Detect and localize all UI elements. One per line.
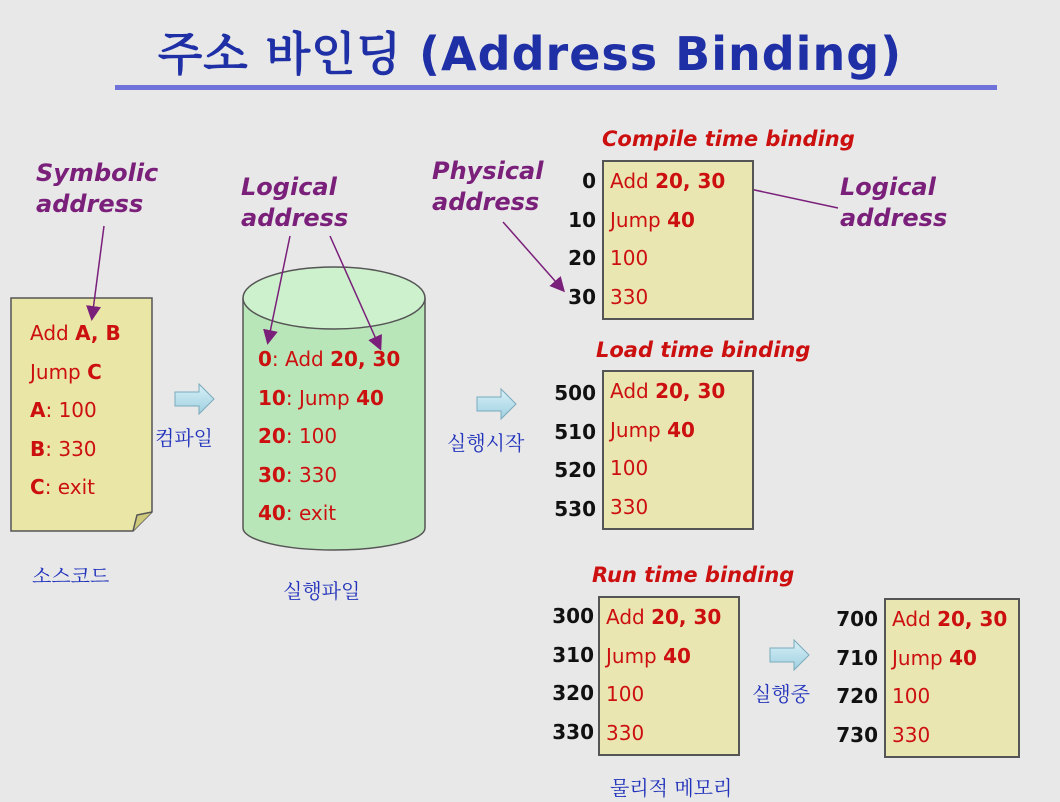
symbolic-address-label: Symbolic address — [36, 159, 159, 218]
memory-address: 500 — [554, 381, 596, 405]
memory-address: 10 — [568, 207, 596, 232]
run-time-addresses-after — [822, 600, 878, 754]
memory-row: Add 20, 30 — [610, 169, 726, 193]
memory-address: 710 — [836, 645, 878, 670]
source-code-line: B: 330 — [30, 436, 97, 461]
memory-address: 510 — [554, 419, 596, 444]
memory-row: Add 20, 30 — [610, 379, 726, 403]
compile-block-arrow — [175, 384, 214, 414]
exec-file-caption: 실행파일 — [283, 579, 361, 603]
exec-start-block-arrow — [477, 389, 516, 419]
run-time-heading: Run time binding — [592, 563, 795, 587]
load-time-memory — [602, 370, 754, 530]
source-code-lines — [30, 314, 121, 507]
exec-file-line: 0: Add 20, 30 — [258, 347, 401, 371]
physical-memory-caption: 물리적 메모리 — [610, 776, 733, 800]
memory-address: 730 — [836, 722, 878, 747]
memory-row: 330 — [610, 284, 649, 309]
compile-time-addresses — [540, 162, 596, 316]
source-code-line: Add A, B — [30, 321, 121, 345]
physical-address-label: Physical address — [432, 157, 544, 216]
exec-file-line: 20: 100 — [258, 424, 338, 448]
running-block-arrow — [770, 640, 809, 670]
run-time-addresses-before — [538, 597, 594, 751]
memory-row: 100 — [606, 682, 645, 706]
memory-row: 100 — [610, 456, 649, 480]
exec-file-line: 40: exit — [258, 501, 337, 525]
running-label: 실행중 — [752, 682, 810, 706]
memory-row: Jump 40 — [892, 645, 977, 670]
memory-row: Jump 40 — [610, 417, 695, 442]
logical-address-label-right: Logical address — [840, 173, 948, 232]
memory-address: 330 — [552, 719, 594, 744]
memory-address: 30 — [568, 284, 596, 309]
memory-row: Add 20, 30 — [892, 607, 1008, 631]
memory-row: 330 — [606, 720, 645, 745]
memory-address: 310 — [552, 642, 594, 667]
memory-address: 700 — [836, 607, 878, 631]
memory-row: 100 — [610, 246, 649, 270]
source-code-caption: 소스코드 — [32, 564, 110, 588]
memory-address: 720 — [836, 684, 878, 708]
source-code-line: A: 100 — [30, 398, 97, 422]
exec-file-line: 30: 330 — [258, 462, 338, 487]
logical-address-label-left: Logical address — [241, 173, 349, 232]
memory-address: 0 — [582, 169, 596, 193]
run-time-memory-after — [884, 598, 1020, 758]
source-code-line: Jump C — [30, 359, 102, 384]
exec-file-lines — [258, 340, 400, 533]
memory-address: 320 — [552, 681, 594, 705]
memory-row: 330 — [610, 494, 649, 519]
load-time-heading: Load time binding — [596, 338, 811, 362]
memory-row: 330 — [892, 722, 931, 747]
page-title: 주소 바인딩 (Address Binding) — [157, 27, 903, 81]
compile-label: 컴파일 — [155, 426, 213, 450]
memory-row: Jump 40 — [606, 643, 691, 668]
memory-row: Jump 40 — [610, 207, 695, 232]
exec-start-label: 실행시작 — [447, 431, 525, 455]
memory-address: 520 — [554, 458, 596, 482]
source-code-line: C: exit — [30, 475, 95, 499]
compile-time-memory — [602, 160, 754, 320]
memory-address: 20 — [568, 246, 596, 270]
memory-row: 100 — [892, 684, 931, 708]
load-time-addresses — [540, 374, 596, 528]
memory-row: Add 20, 30 — [606, 605, 722, 629]
run-time-memory-before — [598, 596, 740, 756]
exec-file-line: 10: Jump 40 — [258, 385, 384, 410]
memory-address: 530 — [554, 496, 596, 521]
compile-time-heading: Compile time binding — [602, 127, 855, 151]
memory-address: 300 — [552, 604, 594, 628]
